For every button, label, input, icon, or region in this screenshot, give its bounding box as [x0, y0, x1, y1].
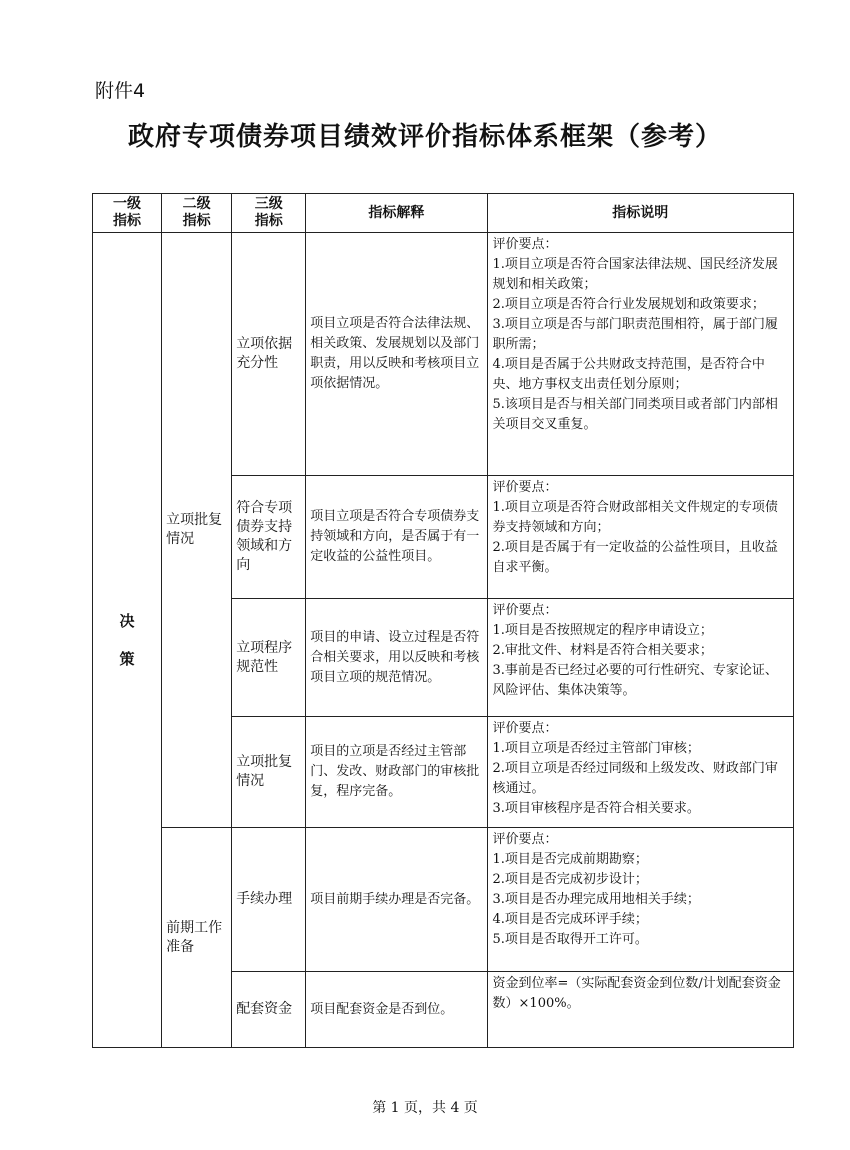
- page-footer: 第 1 页，共 4 页: [372, 1100, 478, 1116]
- note-cell: 资金到位率=（实际配套资金到位数/计划配套资金数）×100%。: [487, 972, 793, 1048]
- note-cell: 评价要点： 1.项目立项是否符合财政部相关文件规定的专项债券支持领域和方向； 2.项目是否属于有一定收益的公益性项目，且收益自求平衡。: [487, 476, 793, 599]
- note-cell: 评价要点： 1.项目是否按照规定的程序申请设立； 2.审批文件、材料是否符合相关要求； 3.事前是否已经过必要的可行性研究、专家论证、风险评估、集体决策等。: [487, 599, 793, 717]
- table-row: [93, 828, 794, 972]
- level2-cell: 立项批复情况: [162, 233, 232, 828]
- level3-cell: 立项依据充分性: [232, 233, 306, 476]
- table-row: [93, 233, 794, 476]
- table-header-row: [93, 194, 794, 233]
- level3-cell: 配套资金: [232, 972, 306, 1048]
- explain-cell: 项目前期手续办理是否完备。: [306, 828, 487, 972]
- header-explain: 指标解释: [306, 194, 487, 233]
- explain-cell: 项目的申请、设立过程是否符合相关要求，用以反映和考核项目立项的规范情况。: [306, 599, 487, 717]
- indicator-table: [92, 193, 794, 1048]
- header-level3: 三级 指标: [232, 194, 306, 233]
- level3-cell: 符合专项债券支持领域和方向: [232, 476, 306, 599]
- header-note: 指标说明: [487, 194, 793, 233]
- explain-cell: 项目配套资金是否到位。: [306, 972, 487, 1048]
- note-cell: 评价要点： 1.项目是否完成前期勘察； 2.项目是否完成初步设计； 3.项目是否办理完成用地相关手续； 4.项目是否完成环评手续； 5.项目是否取得开工许可。: [487, 828, 793, 972]
- level3-cell: 立项程序规范性: [232, 599, 306, 717]
- header-level1: 一级 指标: [93, 194, 162, 233]
- attachment-label: 附件4: [95, 80, 146, 102]
- header-level2: 二级 指标: [162, 194, 232, 233]
- explain-cell: 项目立项是否符合专项债券支持领域和方向，是否属于有一定收益的公益性项目。: [306, 476, 487, 599]
- level3-cell: 手续办理: [232, 828, 306, 972]
- level1-cell: 决 策: [93, 233, 162, 1048]
- note-cell: 评价要点： 1.项目立项是否符合国家法律法规、国民经济发展规划和相关政策； 2.项目立项是否符合行业发展规划和政策要求； 3.项目立项是否与部门职责范围相符，属于部门履职所需； 4.项目是否属于公共财政支持范围，是否符合中央、地方事权支出责任划分原则； 5.该项目是否与相关部门同类项目或者部门内部相关项目交叉重复。: [487, 233, 793, 476]
- level2-cell: 前期工作准备: [162, 828, 232, 1048]
- note-cell: 评价要点： 1.项目立项是否经过主管部门审核； 2.项目立项是否经过同级和上级发改、财政部门审核通过。 3.项目审核程序是否符合相关要求。: [487, 717, 793, 828]
- document-title: 政府专项债券项目绩效评价指标体系框架（参考）: [127, 122, 722, 152]
- explain-cell: 项目的立项是否经过主管部门、发改、财政部门的审核批复，程序完备。: [306, 717, 487, 828]
- level3-cell: 立项批复情况: [232, 717, 306, 828]
- explain-cell: 项目立项是否符合法律法规、相关政策、发展规划以及部门职责，用以反映和考核项目立项依据情况。: [306, 233, 487, 476]
